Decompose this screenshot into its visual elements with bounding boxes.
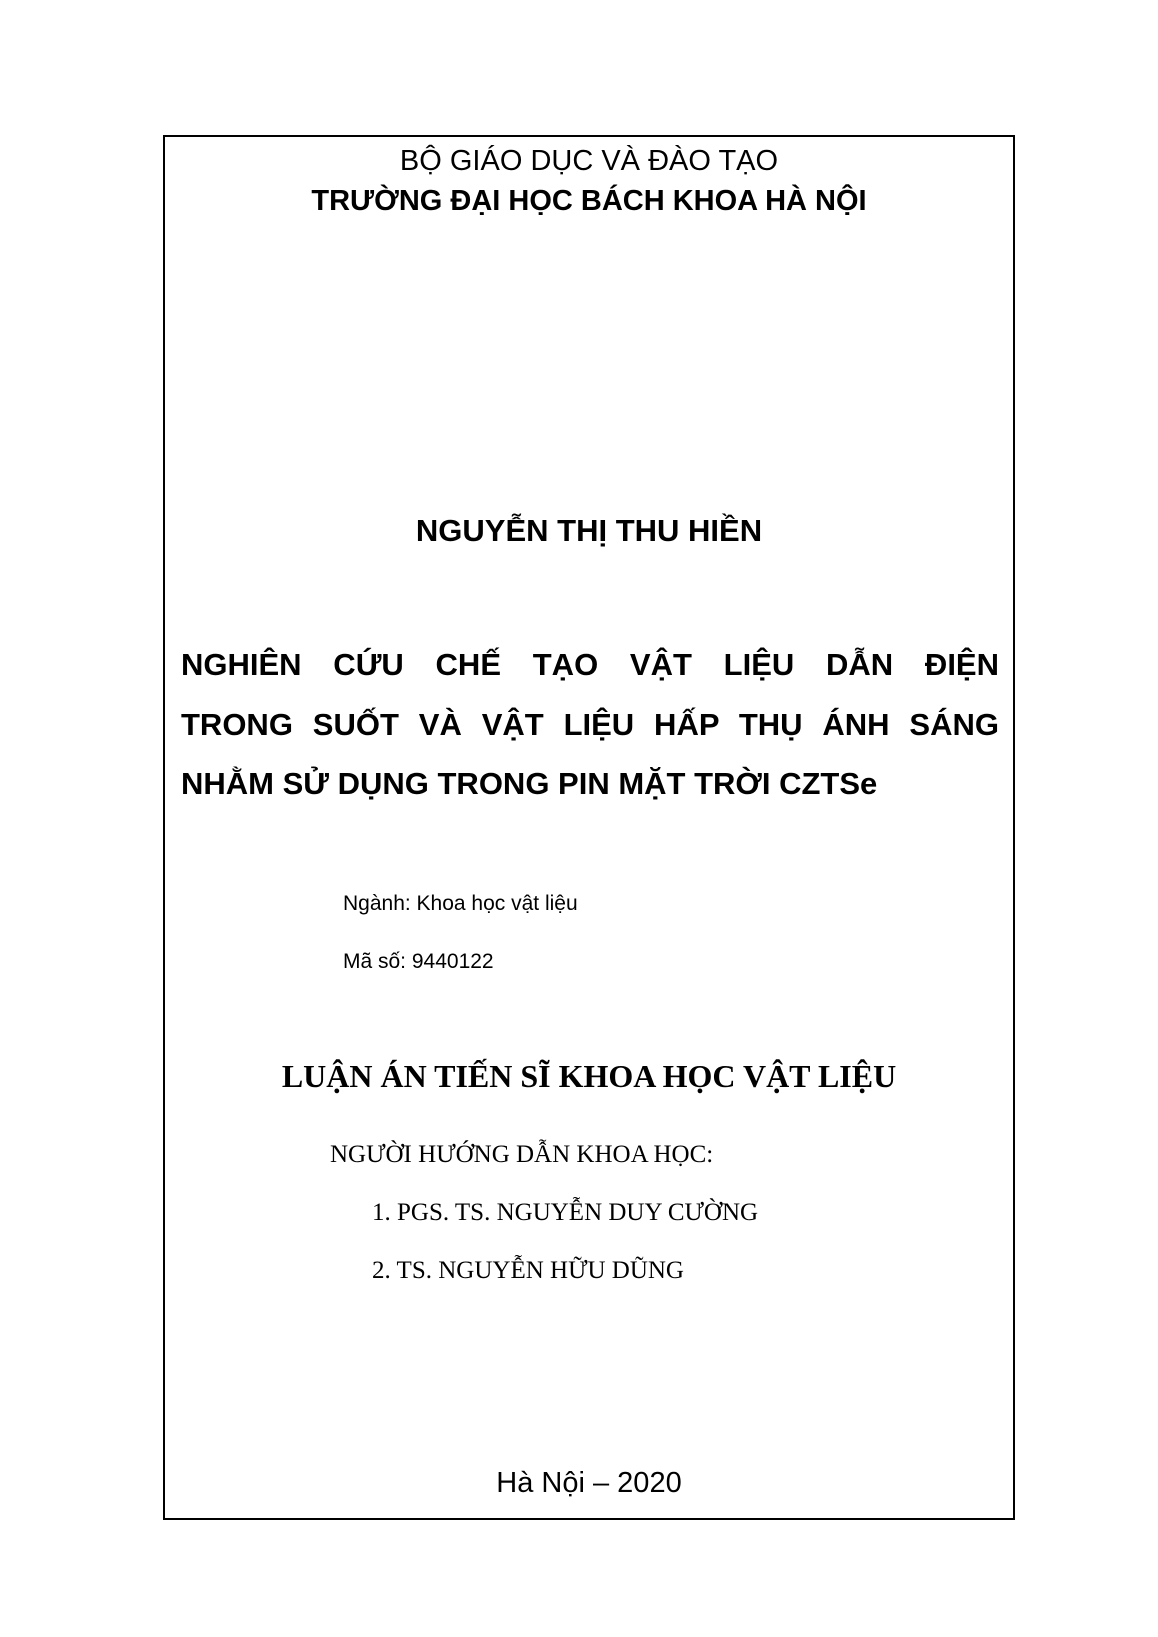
place-and-year: Hà Nội – 2020	[496, 1467, 682, 1499]
thesis-title-line-2: TRONG SUỐT VÀ VẬT LIỆU HẤP THỤ ÁNH SÁNG	[181, 707, 999, 742]
degree-title: LUẬN ÁN TIẾN SĨ KHOA HỌC VẬT LIỆU	[281, 1058, 897, 1094]
author-name: NGUYỄN THỊ THU HIỀN	[415, 513, 763, 548]
major-code: Mã số: 9440122	[343, 950, 494, 973]
thesis-title-line-3: NHẰM SỬ DỤNG TRONG PIN MẶT TRỜI CZTSe	[181, 766, 878, 801]
major-field: Ngành: Khoa học vật liệu	[343, 892, 578, 915]
university-name: TRƯỜNG ĐẠI HỌC BÁCH KHOA HÀ NỘI	[311, 185, 867, 217]
thesis-title-line-1: NGHIÊN CỨU CHẾ TẠO VẬT LIỆU DẪN ĐIỆN	[181, 647, 999, 682]
advisor-item-2: 2. TS. NGUYỄN HỮU DŨNG	[372, 1257, 684, 1284]
advisor-item-1: 1. PGS. TS. NGUYỄN DUY CƯỜNG	[372, 1199, 759, 1226]
ministry-name: BỘ GIÁO DỤC VÀ ĐÀO TẠO	[399, 145, 779, 177]
advisors-label: NGƯỜI HƯỚNG DẪN KHOA HỌC:	[330, 1141, 714, 1168]
cover-border	[163, 135, 1015, 1520]
